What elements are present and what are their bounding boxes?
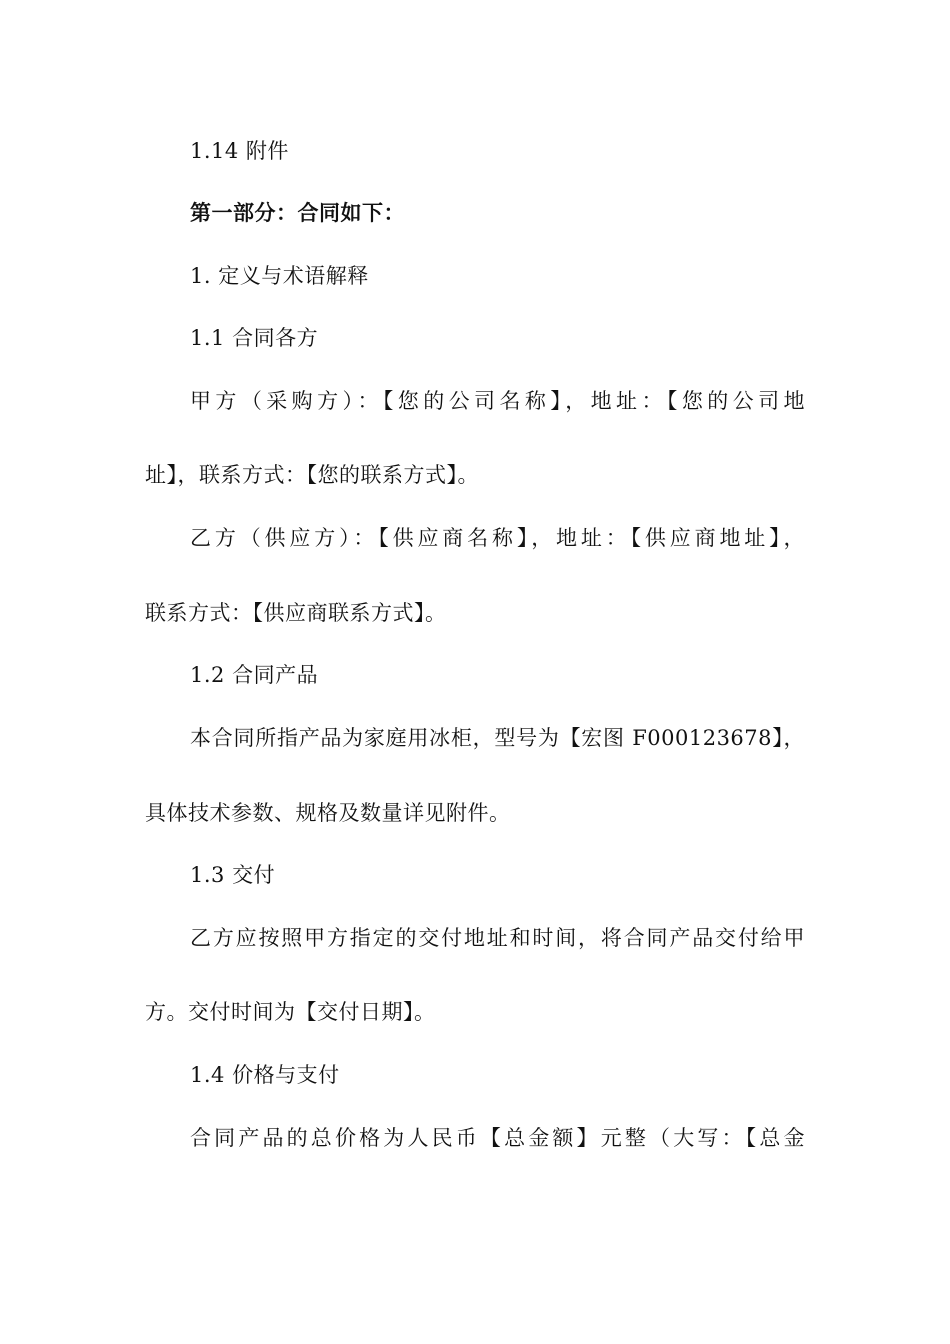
party-a-line-2: 址】，联系方式：【您的联系方式】。 [145,463,479,487]
delivery-heading: 1.3 交付 [190,863,276,887]
definitions-heading: 1. 定义与术语解释 [190,264,369,288]
section-heading-attachments: 1.14 附件 [190,139,289,163]
delivery-line-2: 方。交付时间为【交付日期】。 [145,1000,436,1024]
party-b-line-1: 乙方（供应方）：【供应商名称】，地址：【供应商地址】， [190,526,805,550]
product-line-1: 本合同所指产品为家庭用冰柜，型号为【宏图 F000123678】， [190,726,805,750]
party-b-line-2: 联系方式：【供应商联系方式】。 [145,601,447,625]
part-one-heading: 第一部分：合同如下： [190,201,405,225]
product-heading: 1.2 合同产品 [190,663,319,687]
parties-heading: 1.1 合同各方 [190,326,319,350]
party-a-line-1: 甲方（采购方）：【您的公司名称】，地址：【您的公司地 [190,389,805,413]
price-line-1: 合同产品的总价格为人民币【总金额】元整（大写：【总金 [190,1126,805,1150]
delivery-line-1: 乙方应按照甲方指定的交付地址和时间，将合同产品交付给甲 [190,926,805,950]
product-line-2: 具体技术参数、规格及数量详见附件。 [145,801,511,825]
price-heading: 1.4 价格与支付 [190,1063,340,1087]
